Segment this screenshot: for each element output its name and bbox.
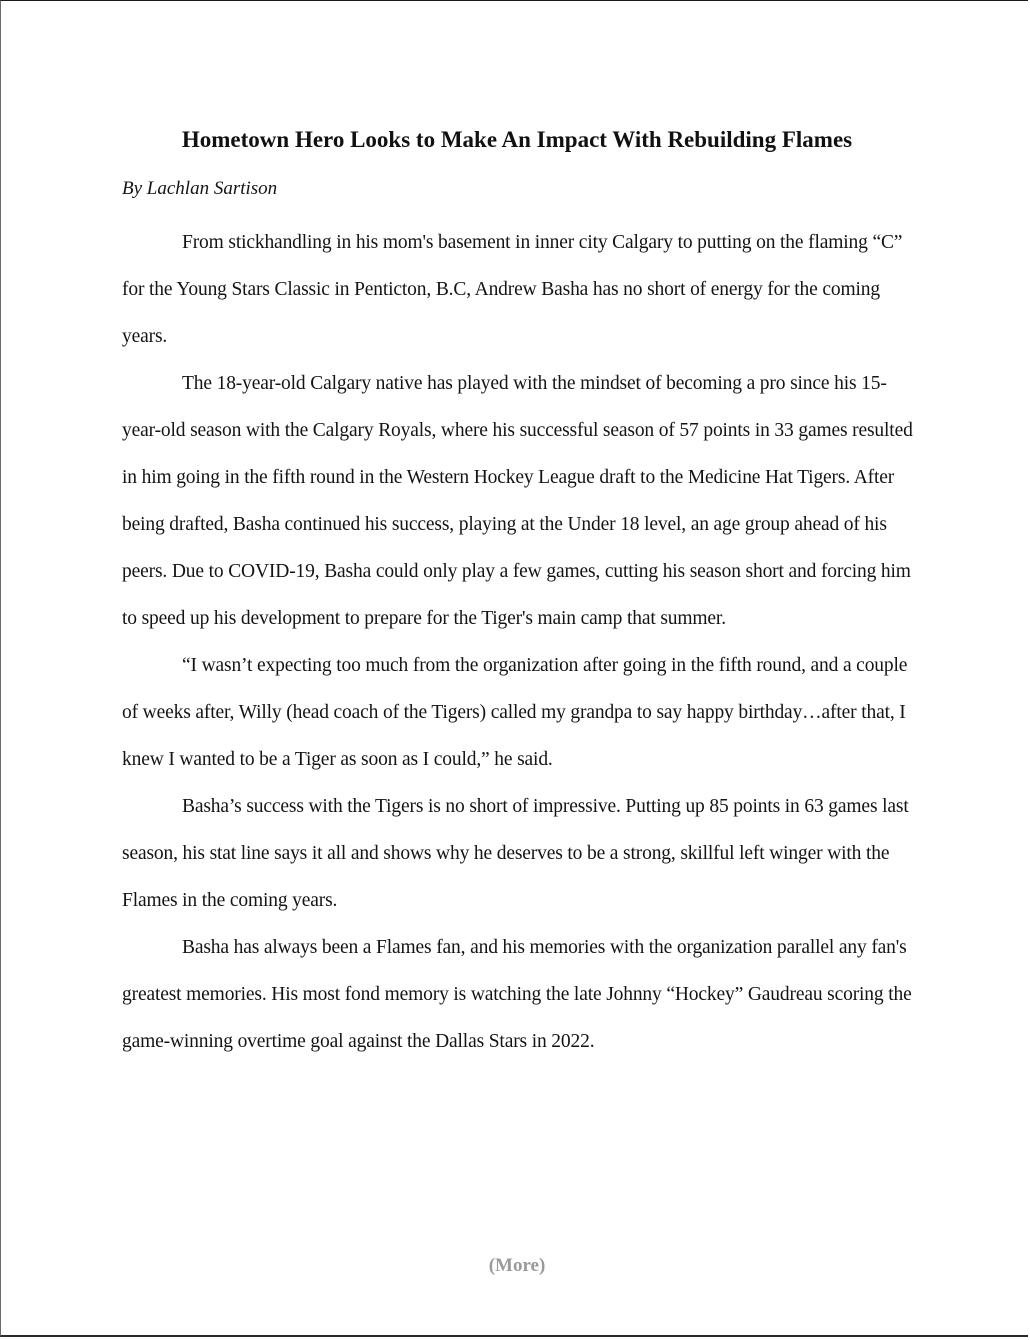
article-paragraph: Basha’s success with the Tigers is no short of impressive. Putting up 85 points in 63 games last season, his stat line says it all and shows why he deserves to be a strong, skillful left winger with the Flames in the coming years. [122, 796, 909, 911]
article-byline: By Lachlan Sartison [122, 178, 278, 199]
article-paragraph: The 18-year-old Calgary native has played with the mindset of becoming a pro since his 15-year-old season with the Calgary Royals, where his successful season of 57 points in 33 games resulted in him going in the fifth round in the Western Hockey League draft to the Medicine Hat Tigers. After being drafted, Basha continued his success, playing at the Under 18 level, an age group ahead of his peers. Due to COVID-19, Basha could only play a few games, cutting his season short and forcing him to speed up his development to prepare for the Tiger's main camp that summer. [122, 373, 913, 629]
article-body [122, 219, 922, 1065]
article-title: Hometown Hero Looks to Make An Impact With Rebuilding Flames [181, 127, 853, 152]
article-paragraph: Basha has always been a Flames fan, and his memories with the organization parallel any fan's greatest memories. His most fond memory is watching the late Johnny “Hockey” Gaudreau scoring the game-winning overtime goal against the Dallas Stars in 2022. [122, 937, 912, 1052]
more-indicator: (More) [488, 1255, 546, 1276]
article-paragraph: “I wasn’t expecting too much from the organization after going in the fifth round, and a couple of weeks after, Willy (head coach of the Tigers) called my grandpa to say happy birthday…after that, I knew I wanted to be a Tiger as soon as I could,” he said. [122, 655, 908, 770]
article-paragraph: From stickhandling in his mom's basement in inner city Calgary to putting on the flaming “C” for the Young Stars Classic in Penticton, B.C, Andrew Basha has no short of energy for the coming years. [122, 232, 903, 347]
